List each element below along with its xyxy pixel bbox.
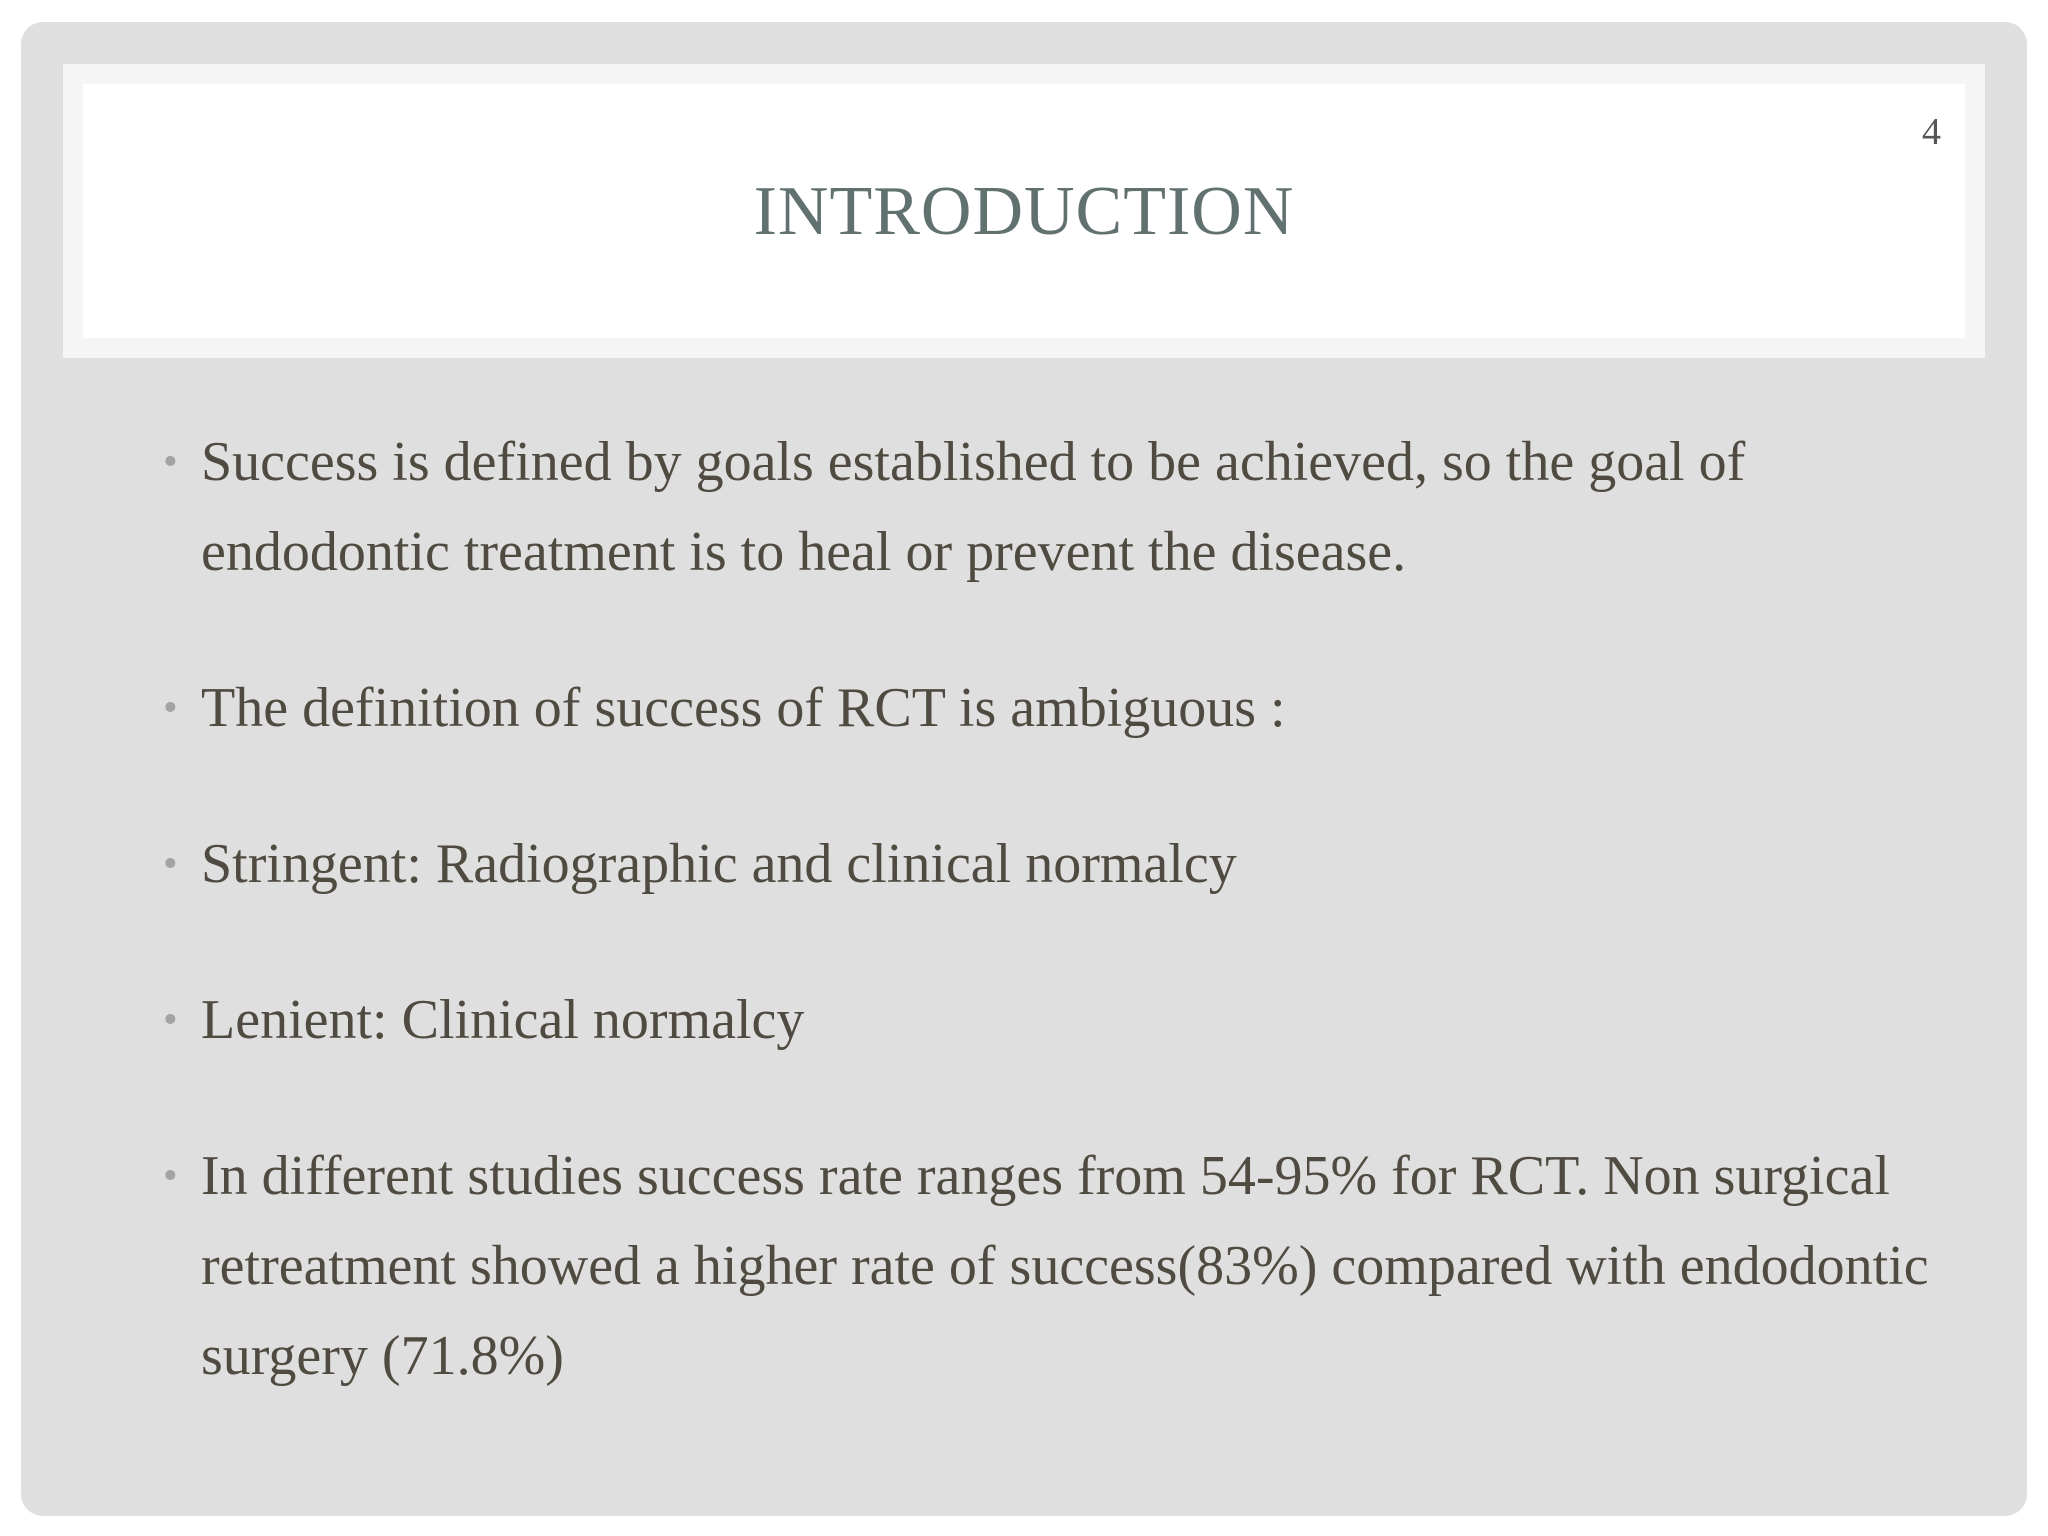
bullet-list xyxy=(141,417,1941,1467)
bullet-icon: • xyxy=(163,439,178,485)
page-number: 4 xyxy=(1922,111,1941,153)
bullet-item xyxy=(141,1131,1941,1401)
bullet-text: Lenient: Clinical normalcy xyxy=(201,989,805,1051)
bullet-text: The definition of success of RCT is ambiguous : xyxy=(201,677,1286,739)
bullet-text: Success is defined by goals established to be achieved, so the goal of endodontic treatment is to heal or prevent the disease. xyxy=(201,431,1746,583)
bullet-icon: • xyxy=(163,997,178,1043)
bullet-item xyxy=(141,417,1941,597)
title-inner-panel xyxy=(83,84,1965,338)
title-box xyxy=(63,64,1985,358)
bullet-text: Stringent: Radiographic and clinical normalcy xyxy=(201,833,1237,895)
bullet-item xyxy=(141,975,1941,1065)
bullet-icon: • xyxy=(163,1153,178,1199)
bullet-icon: • xyxy=(163,685,178,731)
bullet-text: In different studies success rate ranges from 54-95% for RCT. Non surgical retreatment showed a higher rate of success(83%) compared with endodontic surgery (71.8%) xyxy=(201,1145,1929,1387)
bullet-item xyxy=(141,819,1941,909)
bullet-icon: • xyxy=(163,841,178,887)
slide-title: INTRODUCTION xyxy=(753,173,1295,250)
bullet-item xyxy=(141,663,1941,753)
slide xyxy=(21,22,2027,1516)
